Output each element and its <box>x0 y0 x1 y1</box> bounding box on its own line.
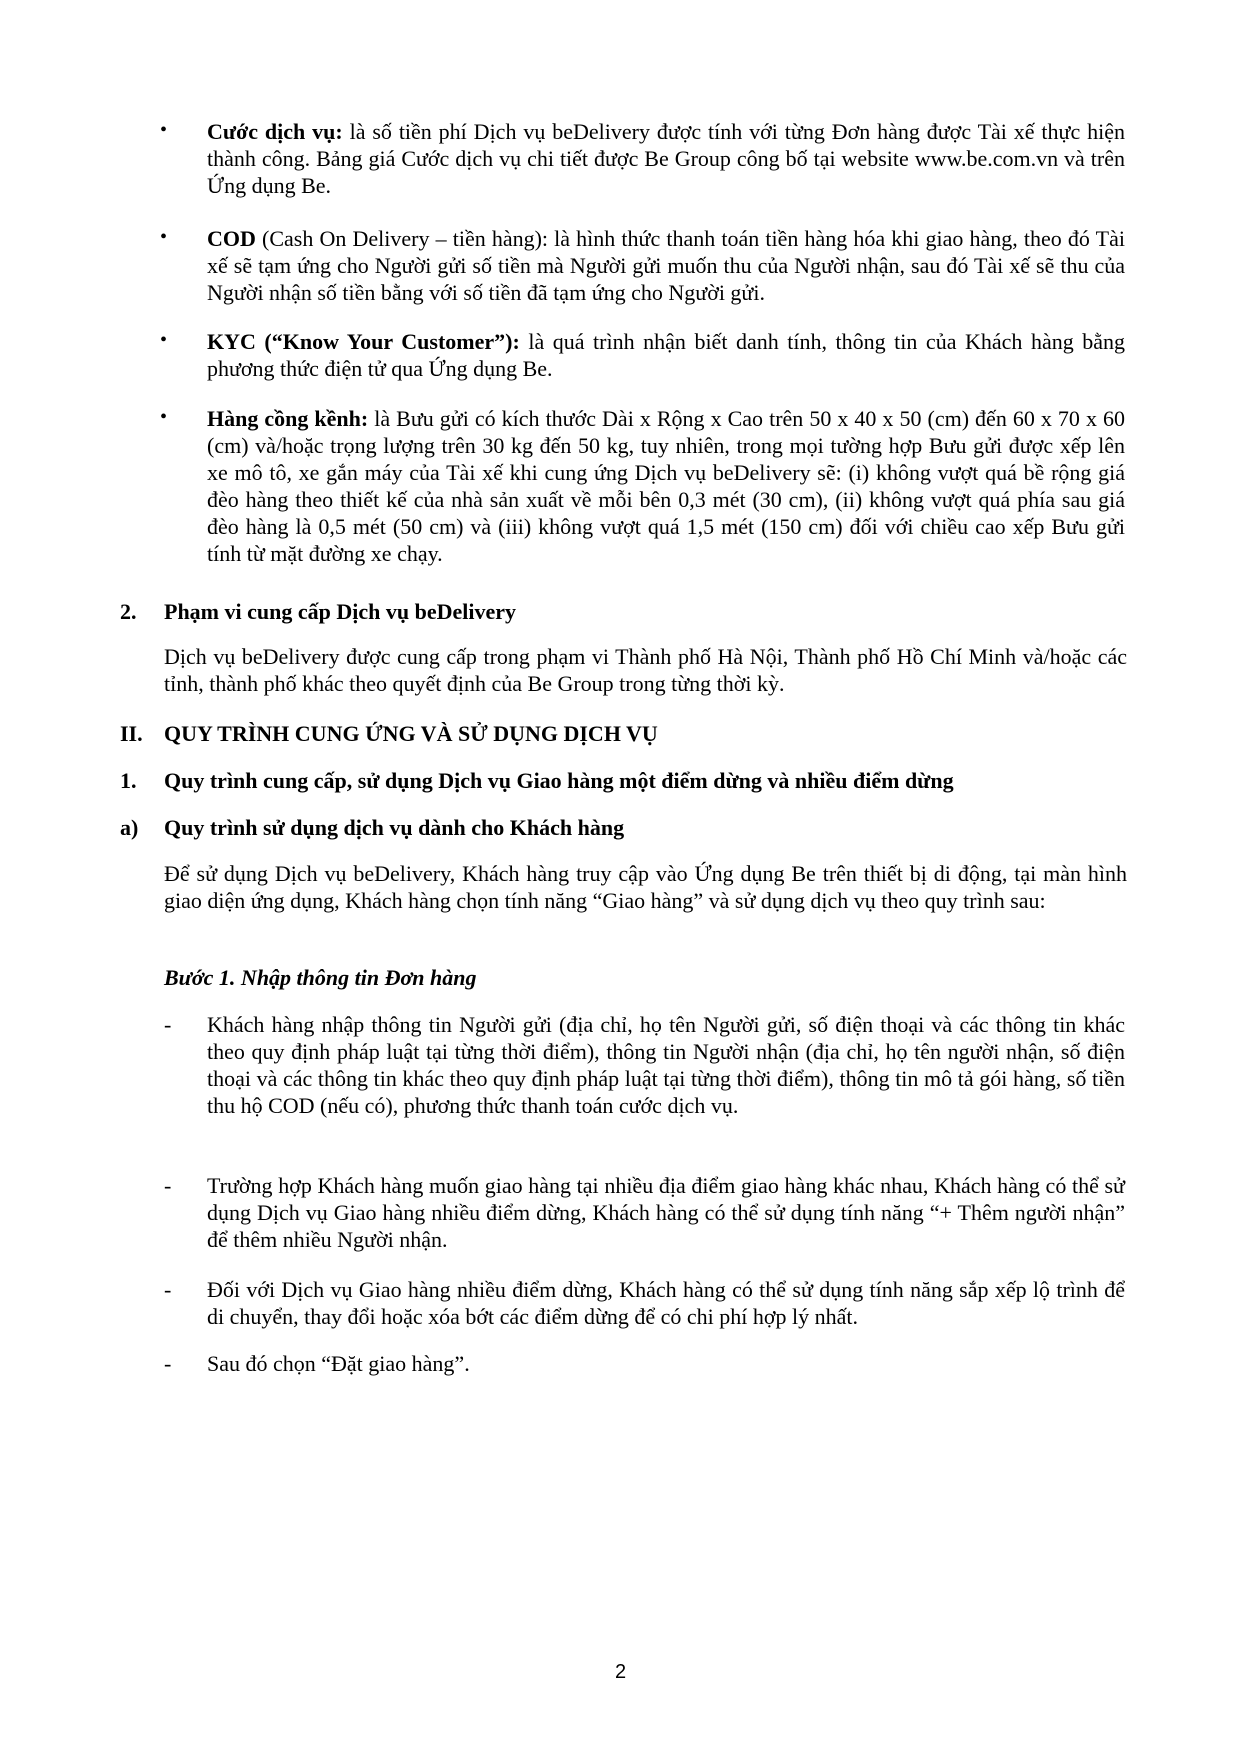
section-title: Phạm vi cung cấp Dịch vụ beDelivery <box>164 599 516 624</box>
definition-text <box>207 118 1125 199</box>
dash-marker: - <box>164 1012 172 1037</box>
definition-text <box>207 405 1125 567</box>
definition-text <box>207 328 1125 382</box>
section-number: 2. <box>120 599 137 624</box>
definition-term: KYC (“Know Your Customer”): <box>207 329 520 354</box>
definition-body: là Bưu gửi có kích thước Dài x Rộng x Cao trên 50 x 40 x 50 (cm) đến 60 x 70 x 60 (cm) và/hoặc trọng lượng trên 30 kg đến 50 kg, tuy nhiên, trong mọi tường hợp Bưu gửi được xếp lên xe mô tô, xe gắn máy của Tài xế khi cung ứng Dịch vụ beDelivery sẽ: (i) không vượt quá bề rộng giá đèo hàng theo thiết kế của nhà sản xuất về mỗi bên 0,3 mét (30 cm), (ii) không vượt quá phía sau giá đèo hàng là 0,5 mét (50 cm) và (iii) không vượt quá 1,5 mét (150 cm) đối với chiều cao xếp Bưu gửi tính từ mặt đường xe chạy. <box>207 406 1125 566</box>
bullet-icon: • <box>160 329 168 351</box>
dash-marker: - <box>164 1173 172 1198</box>
page-number: 2 <box>614 1661 627 1683</box>
subsection-number: a) <box>120 815 139 840</box>
list-item-text: Khách hàng nhập thông tin Người gửi (địa chỉ, họ tên Người gửi, số điện thoại và các thông tin khác theo quy định pháp luật tại từng thời điểm), thông tin Người nhận (địa chỉ, họ tên người nhận, số điện thoại và các thông tin khác theo quy định pháp luật tại từng thời điểm), thông tin mô tả gói hàng, số tiền thu hộ COD (nếu có), phương thức thanh toán cước dịch vụ. <box>207 1012 1125 1118</box>
list-item-text: Trường hợp Khách hàng muốn giao hàng tại nhiều địa điểm giao hàng khác nhau, Khách hàng có thể sử dụng Dịch vụ Giao hàng nhiều điểm dừng, Khách hàng có thể sử dụng tính năng “+ Thêm người nhận” để thêm nhiều Người nhận. <box>207 1173 1125 1252</box>
intro-text: Để sử dụng Dịch vụ beDelivery, Khách hàng truy cập vào Ứng dụng Be trên thiết bị di động, tại màn hình giao diện ứng dụng, Khách hàng chọn tính năng “Giao hàng” và sử dụng dịch vụ theo quy trình sau: <box>164 861 1127 913</box>
subsection-title: Quy trình cung cấp, sử dụng Dịch vụ Giao hàng một điểm dừng và nhiều điểm dừng <box>164 768 954 793</box>
dash-marker: - <box>164 1277 172 1302</box>
chapter-title: QUY TRÌNH CUNG ỨNG VÀ SỬ DỤNG DỊCH VỤ <box>164 721 658 746</box>
bullet-icon: • <box>160 406 168 428</box>
bullet-icon: • <box>160 119 168 141</box>
subsection-number: 1. <box>120 768 137 793</box>
definition-term: Hàng cồng kềnh: <box>207 406 369 431</box>
subsection-title: Quy trình sử dụng dịch vụ dành cho Khách hàng <box>164 815 625 840</box>
chapter-number: II. <box>120 721 143 746</box>
dash-marker: - <box>164 1351 172 1376</box>
definition-body: (Cash On Delivery – tiền hàng): là hình thức thanh toán tiền hàng hóa khi giao hàng, theo đó Tài xế sẽ tạm ứng cho Người gửi số tiền mà Người gửi muốn thu của Người nhận, sau đó Tài xế sẽ thu của Người nhận số tiền bằng với số tiền đã tạm ứng cho Người gửi. <box>207 226 1125 305</box>
list-item-text: Đối với Dịch vụ Giao hàng nhiều điểm dừng, Khách hàng có thể sử dụng tính năng sắp xếp lộ trình để di chuyển, thay đổi hoặc xóa bớt các điểm dừng để có chi phí hợp lý nhất. <box>207 1277 1125 1329</box>
definition-body: là quá trình nhận biết danh tính, thông tin của Khách hàng bằng phương thức điện tử qua Ứng dụng Be. <box>207 329 1126 381</box>
step-title: Bước 1. Nhập thông tin Đơn hàng <box>164 965 477 990</box>
list-item-text: Sau đó chọn “Đặt giao hàng”. <box>207 1351 470 1376</box>
definition-text <box>207 225 1125 306</box>
definition-term: COD <box>207 226 256 251</box>
section-body: Dịch vụ beDelivery được cung cấp trong phạm vi Thành phố Hà Nội, Thành phố Hồ Chí Minh và/hoặc các tỉnh, thành phố khác theo quyết định của Be Group trong từng thời kỳ. <box>164 644 1127 696</box>
definition-body: là số tiền phí Dịch vụ beDelivery được tính với từng Đơn hàng được Tài xế thực hiện thành công. Bảng giá Cước dịch vụ chi tiết được Be Group công bố tại website www.be.com.vn và trên Ứng dụng Be. <box>207 119 1125 198</box>
bullet-icon: • <box>160 226 168 248</box>
definition-term: Cước dịch vụ: <box>207 119 343 144</box>
